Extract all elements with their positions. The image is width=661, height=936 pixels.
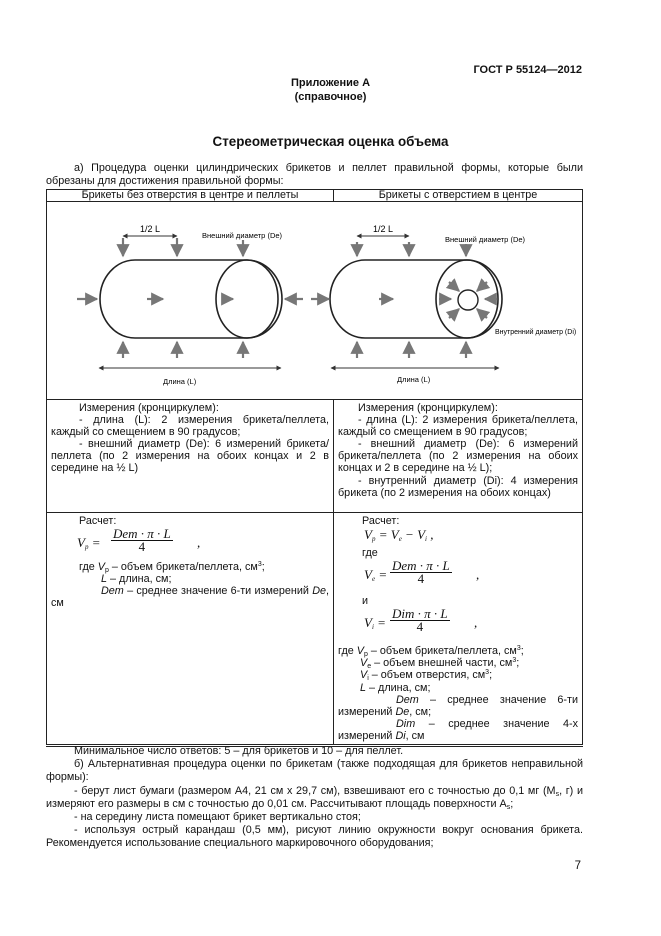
briquette-solid-diagram	[77, 224, 303, 386]
where-dim-2: Dim – среднее значение 4-х измерений Di, см	[338, 717, 578, 742]
length-label-1: Длина (L)	[163, 377, 197, 386]
dem-unit-2: , см	[409, 705, 429, 718]
half-length-label-1: 1/2 L	[140, 224, 161, 234]
dem-tail: De	[312, 585, 326, 598]
measurements-title-2: Измерения (кронциркулем):	[358, 402, 498, 414]
standard-number: ГОСТ Р 55124—2012	[473, 64, 582, 76]
formula-ve-numerator: Dem · π · L	[392, 558, 450, 574]
dem-text: – среднее значение 6-ти измерений	[123, 585, 313, 598]
where-vp-text: – объем брикета/пеллета, см	[108, 561, 258, 574]
paper-weighing-paragraph: - берут лист бумаги (размером А4, 21 см х 29,7 см), взвешивают его с точностью до 0,1 мг ($M_s$, г) и измеряют его размеры в см с точностью до 0,01 см. Рассчитывают площадь поверхности $A_s$;	[46, 784, 583, 811]
calculation-cell-1	[47, 513, 334, 746]
l-symbol: L	[101, 573, 108, 586]
procedure-table	[46, 189, 583, 747]
where-vp-1: где $V_p$ – объем брикета/пеллета, $см^3$;	[79, 561, 265, 575]
formula-vi-numerator: Dim · π · L	[392, 606, 448, 622]
diagram-svg	[47, 202, 581, 399]
measurements-cell-1	[47, 400, 334, 513]
measurement-length-2: - длина (L): 2 измерения брикета/пеллета, каждый со смещением в 90 градусов;	[338, 414, 578, 439]
calc-title-2: Расчет:	[362, 515, 400, 527]
where-prefix: где	[79, 561, 98, 574]
alternative-procedure-paragraph: б) Альтернативная процедура оценки по брикетам (также подходящая для брикетов неправильной формы):	[46, 758, 583, 784]
where-dem-2: Dem – среднее значение 6-ти измерений De, см;	[338, 693, 578, 718]
l-text-2: – длина, см;	[366, 681, 431, 694]
outer-diameter-label-1: Внешний диаметр (De)	[202, 231, 283, 240]
and-2: и	[362, 595, 369, 608]
where-vp-2: где $V_p$ – объем брикета/пеллета, $см^3$;	[338, 645, 524, 659]
half-length-label-2: 1/2 L	[373, 224, 394, 234]
cylinder-outline-2	[330, 260, 502, 338]
dem-unit: , см	[51, 585, 329, 610]
dim-text-2: – среднее значение 4-х измерений	[338, 717, 578, 742]
calculation-cell-2	[334, 513, 583, 746]
arrow-icon	[477, 282, 487, 291]
vi-text: – объем отверстия, см	[368, 669, 486, 682]
inner-diameter-label-2: Внутренний диаметр (Di)	[495, 329, 577, 336]
l-text: – длина, см;	[107, 573, 172, 586]
where-l-2: L – длина, см;	[360, 681, 431, 694]
p3a: - берут лист бумаги (размером А4, 21 см х 29,7 см), взвешивают его с точностью до 0,1 мг (M	[74, 784, 556, 797]
measurements-title-1: Измерения (кронциркулем):	[79, 402, 219, 414]
bottom-text	[46, 745, 583, 851]
where-ve-2: $V_e$ – объем внешней части, $см^3$;	[360, 657, 520, 671]
min-responses-paragraph: Минимальное число ответов: 5 – для брикетов и 10 – для пеллет.	[74, 745, 404, 757]
formula-lhs: V	[77, 535, 85, 551]
appendix-heading	[0, 77, 661, 104]
col1-header-text: Брикеты без отверстия в центре и пеллеты	[81, 189, 299, 201]
diagram-cell	[47, 202, 583, 400]
outer-diameter-label-2: Внешний диаметр (De)	[445, 235, 526, 244]
draw-outline-paragraph: - используя острый карандаш (0,5 мм), рисуют линию окружности вокруг основания брикета. Рекомендуется использование специального маркировочного оборудования;	[46, 824, 583, 850]
formula-ve-denominator: 4	[417, 571, 425, 587]
measurement-outer-diameter-1: - внешний диаметр (De): 6 измерений брикета/пеллета (по 2 измерения на обоих концах и 2 в середине на ½ L)	[51, 438, 329, 475]
length-label-2: Длина (L)	[397, 375, 431, 384]
formula-vp-2: $V_p = V_e - V_i$ ,	[364, 527, 434, 544]
formula-numerator: Dem · π · L	[113, 526, 171, 542]
ve-text: – объем внешней части, см	[371, 657, 513, 670]
cylinder-outline-1	[100, 260, 282, 338]
col1-header	[47, 190, 334, 202]
measurement-outer-diameter-2: - внешний диаметр (De): 6 измерений брикета/пеллета (по 2 измерения на обоих концах и 2 в середине на ½ L);	[338, 438, 578, 475]
formula-lhs-sub: p	[84, 543, 89, 552]
where-vi-2: $V_i$ – объем отверстия, $см^3$;	[360, 669, 493, 683]
col2-header-text: Брикеты с отверстием в центре	[378, 189, 538, 201]
dem-tail-2: De	[395, 705, 410, 718]
p3c: ;	[510, 797, 514, 810]
place-briquette-paragraph: - на середину листа помещают брикет вертикально стоя;	[74, 811, 361, 824]
page-number: 7	[574, 860, 581, 872]
dim-tail-2: Di	[395, 729, 406, 742]
center-hole	[458, 290, 478, 310]
arrow-icon	[449, 282, 459, 291]
briquette-hollow-diagram	[311, 224, 576, 384]
vp-text: – объем брикета/пеллета, см	[367, 645, 517, 658]
formula-vp-1: $V_p$ = Dem · π · L 4 ,	[77, 526, 201, 555]
where-l-1	[51, 573, 329, 585]
appendix-subtitle: (справочное)	[294, 90, 367, 103]
measurement-inner-diameter-2: - внутренний диаметр (Di): 4 измерения брикета (по 2 измерения на обоих концах)	[338, 474, 578, 499]
dem-symbol: Dem	[101, 585, 124, 598]
appendix-title: Приложение А	[290, 77, 371, 89]
arrow-icon	[449, 309, 459, 318]
p3b: , г) и измеряют его размеры в см с точностью до 0,01 см. Рассчитывают площадь поверхности A	[46, 784, 583, 810]
calc-title-1: Расчет:	[79, 515, 117, 527]
measurements-cell-2	[334, 400, 583, 513]
formula-vi-denominator: 4	[416, 619, 424, 635]
formula-denominator: 4	[138, 539, 146, 555]
measurement-length-1: - длина (L): 2 измерения брикета/пеллета, каждый со смещением в 90 градусов;	[51, 414, 329, 439]
where-dem-1	[51, 585, 329, 609]
dim-unit-2: , см	[405, 729, 425, 742]
intro-paragraph: а) Процедура оценки цилиндрических брикетов и пеллет правильной формы, которые были обрезаны для достижения правильной формы:	[46, 162, 583, 188]
col2-header	[334, 190, 583, 202]
formula-ve-2: $V_e$ = Dem · π · L 4 ,	[364, 558, 480, 587]
dem-text-2: – среднее значение 6-ти измерений	[338, 693, 578, 718]
formula-vi-2: $V_i$ = Dim · π · L 4 ,	[364, 606, 478, 635]
arrow-icon	[477, 309, 487, 318]
where-2: где	[362, 547, 378, 560]
section-title: Стереометрическая оценка объема	[212, 134, 449, 149]
